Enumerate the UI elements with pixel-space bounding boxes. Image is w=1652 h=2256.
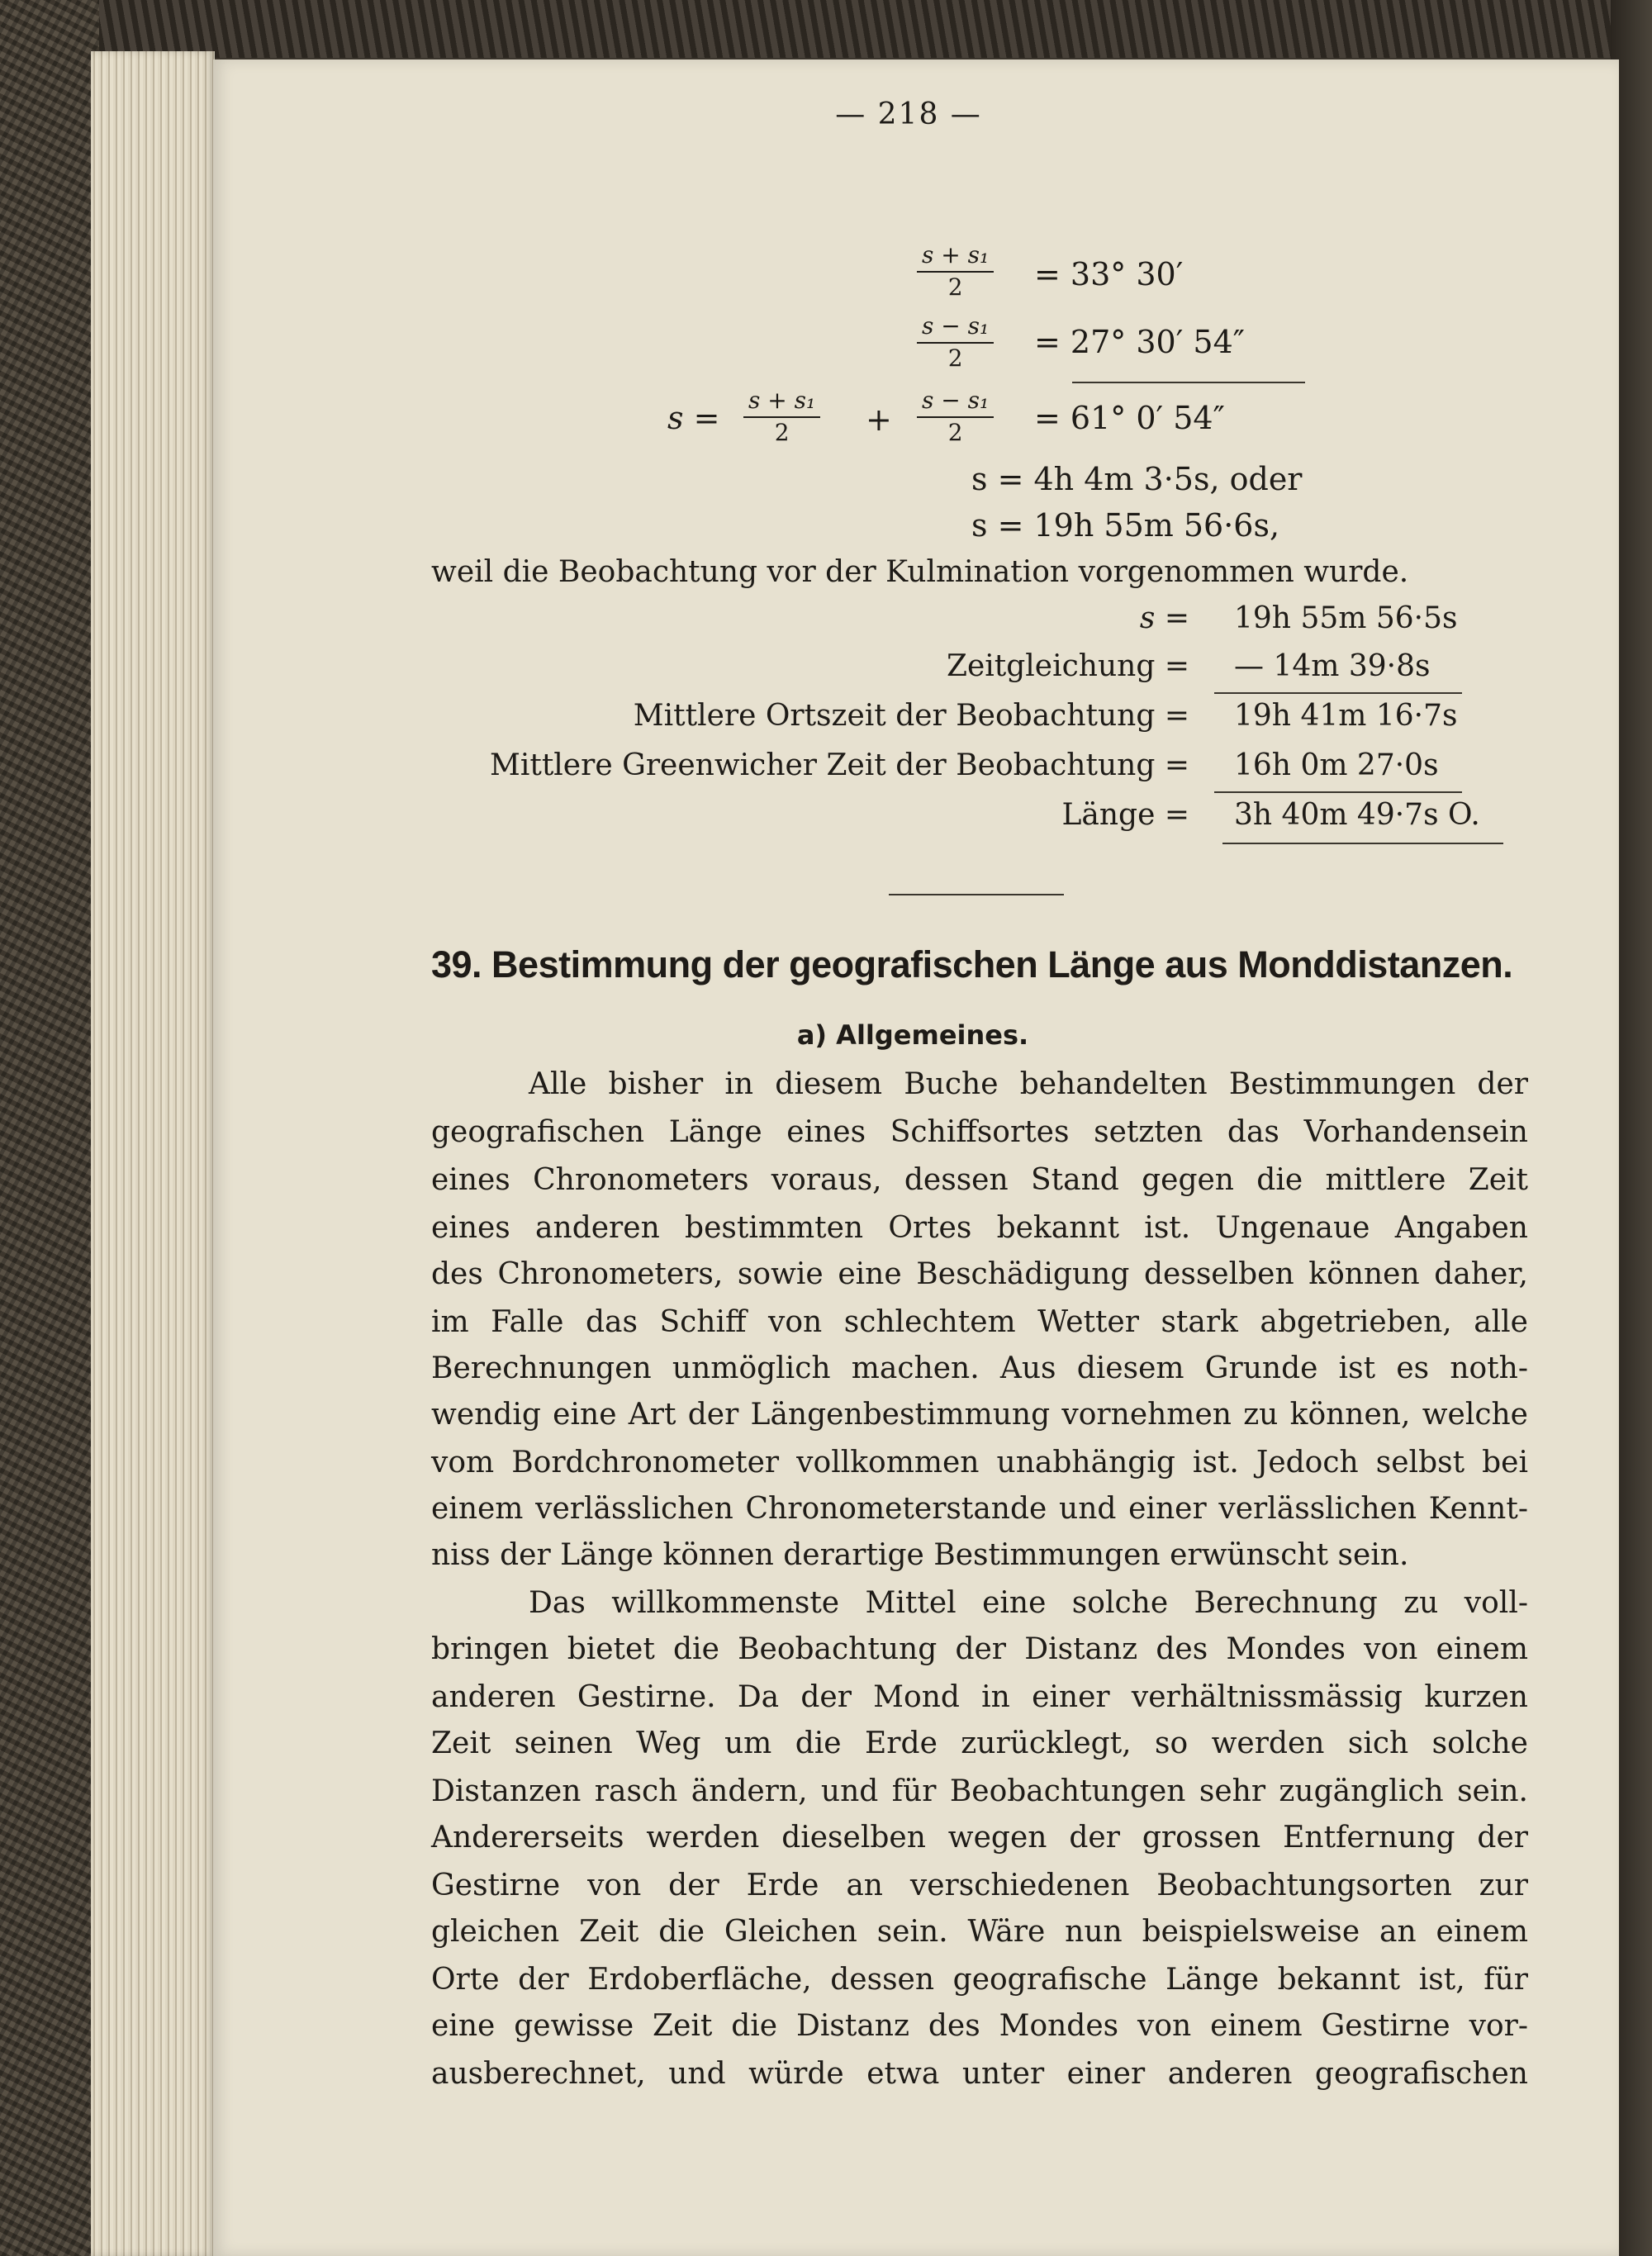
calc-value-zeitgleichung: — 14m 39·8s	[1234, 649, 1431, 683]
formula-3-denominator-b: 2	[947, 419, 963, 446]
paragraph-1-line: eines Chronometers voraus, dessen Stand gegen die mittlere Zeit	[431, 1163, 1528, 1197]
paragraph-1-line: des Chronometers, sowie eine Beschädigung desselben können daher,	[431, 1257, 1528, 1291]
calc-rule-2	[1214, 791, 1462, 793]
calc-label-laenge: Länge =	[1061, 798, 1189, 832]
formula-2-numerator: s − s₁	[917, 312, 994, 344]
paragraph-2-line: Distanzen rasch ändern, und für Beobachtungen sehr zugänglich sein.	[431, 1774, 1528, 1808]
paragraph-2-line: eine gewisse Zeit die Distanz des Mondes von einem Gestirne vor-	[431, 2009, 1528, 2043]
formula-3-lhs: s =	[667, 400, 720, 436]
paragraph-1-line: geografischen Länge eines Schiffsortes setzten das Vorhandensein	[431, 1115, 1528, 1149]
paragraph-2-line: gleichen Zeit die Gleichen sein. Wäre nun beispielsweise an einem	[431, 1915, 1528, 1949]
paragraph-2-line: ausberechnet, und würde etwa unter einer anderen geografischen	[431, 2057, 1528, 2091]
paragraph-1-line: einem verlässlichen Chronometerstande und einer verlässlichen Kennt-	[431, 1492, 1528, 1526]
formula-3-plus: +	[866, 401, 892, 438]
paragraph-1-line: niss der Länge können derartige Bestimmungen erwünscht sein.	[431, 1538, 1409, 1572]
paragraph-1-line: Berechnungen unmöglich machen. Aus diesem Grunde ist es noth-	[431, 1351, 1528, 1385]
formula-5: s = 19h 55m 56·6s,	[971, 507, 1280, 544]
calc-value-laenge: 3h 40m 49·7s O.	[1234, 798, 1480, 832]
paragraph-1-line: eines anderen bestimmten Ortes bekannt ist. Ungenaue Angaben	[431, 1211, 1528, 1245]
calc-value-ortszeit: 19h 41m 16·7s	[1234, 699, 1458, 733]
calc-label-greenwich: Mittlere Greenwicher Zeit der Beobachtung =	[489, 748, 1189, 782]
formula-2-denominator: 2	[947, 344, 963, 372]
paragraph-2-line: Andererseits werden dieselben wegen der grossen Entfernung der	[431, 1821, 1528, 1855]
calc-value-s: 19h 55m 56·5s	[1234, 601, 1458, 635]
formula-rule-1	[1072, 382, 1305, 383]
calc-rule-3	[1222, 843, 1503, 844]
paragraph-2-line: Das willkommenste Mittel eine solche Berechnung zu voll-	[529, 1586, 1528, 1620]
formula-1-numerator: s + s₁	[917, 241, 994, 273]
calc-rule-1	[1214, 692, 1462, 694]
formula-2-value: = 27° 30′ 54″	[1034, 324, 1245, 360]
intro-line: weil die Beobachtung vor der Kulmination vorgenommen wurde.	[431, 555, 1409, 589]
paragraph-1-line: wendig eine Art der Längenbestimmung vornehmen zu können, welche	[431, 1398, 1528, 1432]
calc-label-zeitgleichung: Zeitgleichung =	[946, 649, 1189, 683]
paragraph-2-line: Gestirne von der Erde an verschiedenen Beobachtungsorten zur	[431, 1869, 1528, 1902]
section-heading: 39. Bestimmung der geografischen Länge aus Monddistanzen.	[431, 943, 1513, 986]
formula-3-numerator-b: s − s₁	[917, 387, 994, 418]
calc-label-s: s =	[1139, 601, 1189, 635]
formula-3-denominator-a: 2	[774, 419, 790, 446]
paragraph-1-line: Alle bisher in diesem Buche behandelten Bestimmungen der	[529, 1067, 1528, 1101]
book-cover-left	[0, 0, 99, 2256]
formula-1-denominator: 2	[947, 273, 963, 301]
paragraph-2-line: Zeit seinen Weg um die Erde zurücklegt, so werden sich solche	[431, 1726, 1528, 1760]
page-number: — 218 —	[835, 97, 982, 131]
paragraph-1-line: im Falle das Schiff von schlechtem Wetter stark abgetrieben, alle	[431, 1305, 1528, 1339]
formula-4: s = 4h 4m 3·5s, oder	[971, 461, 1303, 497]
paragraph-2-line: bringen bietet die Beobachtung der Distanz des Mondes von einem	[431, 1632, 1528, 1666]
paragraph-2-line: anderen Gestirne. Da der Mond in einer verhältnissmässig kurzen	[431, 1680, 1528, 1714]
page-edges	[91, 51, 215, 2256]
section-subheading: a) Allgemeines.	[796, 1019, 1029, 1051]
calc-label-ortszeit: Mittlere Ortszeit der Beobachtung =	[633, 699, 1189, 733]
paragraph-2-line: Orte der Erdoberfläche, dessen geografische Länge bekannt ist, für	[431, 1963, 1528, 1997]
formula-3-value: = 61° 0′ 54″	[1034, 400, 1225, 436]
formula-2-fraction	[917, 312, 994, 373]
section-separator	[889, 894, 1064, 895]
formula-1-fraction	[917, 241, 994, 302]
book-cover-top	[0, 0, 1652, 58]
formula-3-fraction-b	[917, 387, 994, 448]
formula-3-fraction-a	[743, 387, 820, 448]
paragraph-1-line: vom Bordchronometer vollkommen unabhängig ist. Jedoch selbst bei	[431, 1446, 1528, 1479]
calc-value-greenwich: 16h 0m 27·0s	[1234, 748, 1439, 782]
formula-3-numerator-a: s + s₁	[743, 387, 820, 418]
formula-1-value: = 33° 30′	[1034, 256, 1184, 292]
